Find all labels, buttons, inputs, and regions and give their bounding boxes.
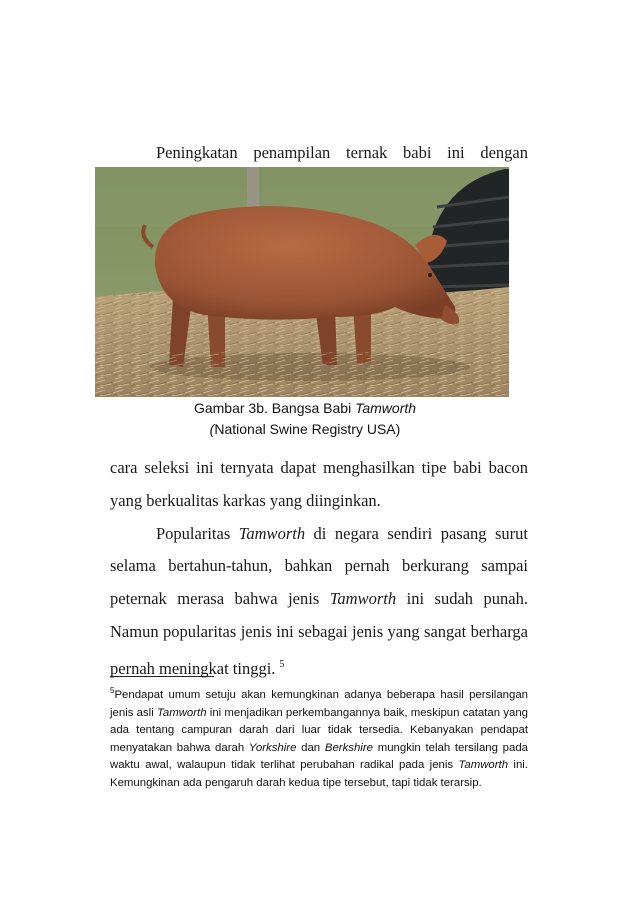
footnote-text-5: ini. Kemungkinan ada pengaruh darah kedua tipe tersebut, tapi tidak terarsip. xyxy=(110,759,528,789)
footnote-emphasis-4: Tamworth xyxy=(458,759,509,772)
paragraph-1: cara seleksi ini ternyata dapat menghasilkan tipe babi bacon yang berkualitas karkas yang diinginkan. xyxy=(110,458,528,510)
footnote-emphasis-3: Berkshire xyxy=(324,741,373,754)
caption-title xyxy=(98,398,512,419)
footnote-text-2: ini menjadikan perkembangannya baik, meskipun catatan yang ada tentang campuran darah dari luar tidak tersedia. Kebanyakan pendapat menyatakan bahwa darah xyxy=(110,706,528,754)
figure-caption xyxy=(95,398,509,440)
caption-open-paren: ( xyxy=(209,421,215,437)
footnote-emphasis-1: Tamworth xyxy=(156,706,207,719)
caption-prefix: Gambar 3b. Bangsa Babi xyxy=(193,400,356,416)
footnote-divider xyxy=(110,676,214,677)
body-text xyxy=(110,452,528,686)
intro-paragraph xyxy=(110,143,528,163)
footnote-text-1: Pendapat umum setuju akan kemungkinan adanya beberapa hasil persilangan jenis asli xyxy=(110,689,528,719)
caption-breed: Tamworth xyxy=(355,400,417,416)
footnote-emphasis-2: Yorkshire xyxy=(248,741,297,754)
p2-emphasis-1: Tamworth xyxy=(238,523,306,543)
footnote-text-3: dan xyxy=(296,741,325,754)
caption-source xyxy=(98,419,512,440)
intro-text: Peningkatan penampilan ternak babi ini dengan xyxy=(156,143,528,162)
caption-source-text: National Swine Registry USA) xyxy=(214,421,401,437)
footnote-reference: 5 xyxy=(279,658,285,670)
p2-text-c: ini sudah punah. Namun popularitas jenis ini sebagai jenis yang sangat berharga pernah meningkat tinggi. xyxy=(110,589,528,678)
p2-text-a: Popularitas xyxy=(156,523,239,543)
p2-text-b: di negara sendiri pasang surut selama bertahun-tahun, bahkan pernah berkurang sampai peternak merasa bahwa jenis xyxy=(110,523,528,609)
tamworth-pig-photo xyxy=(95,167,509,397)
p2-emphasis-2: Tamworth xyxy=(329,589,397,609)
footnote-marker: 5 xyxy=(110,686,115,695)
paragraph-2 xyxy=(110,518,528,686)
footnote-text-4: mungkin telah tersilang pada waktu awal, walaupun tidak terlihat perubahan radikal pada jenis xyxy=(110,741,529,772)
footnote xyxy=(110,682,528,793)
